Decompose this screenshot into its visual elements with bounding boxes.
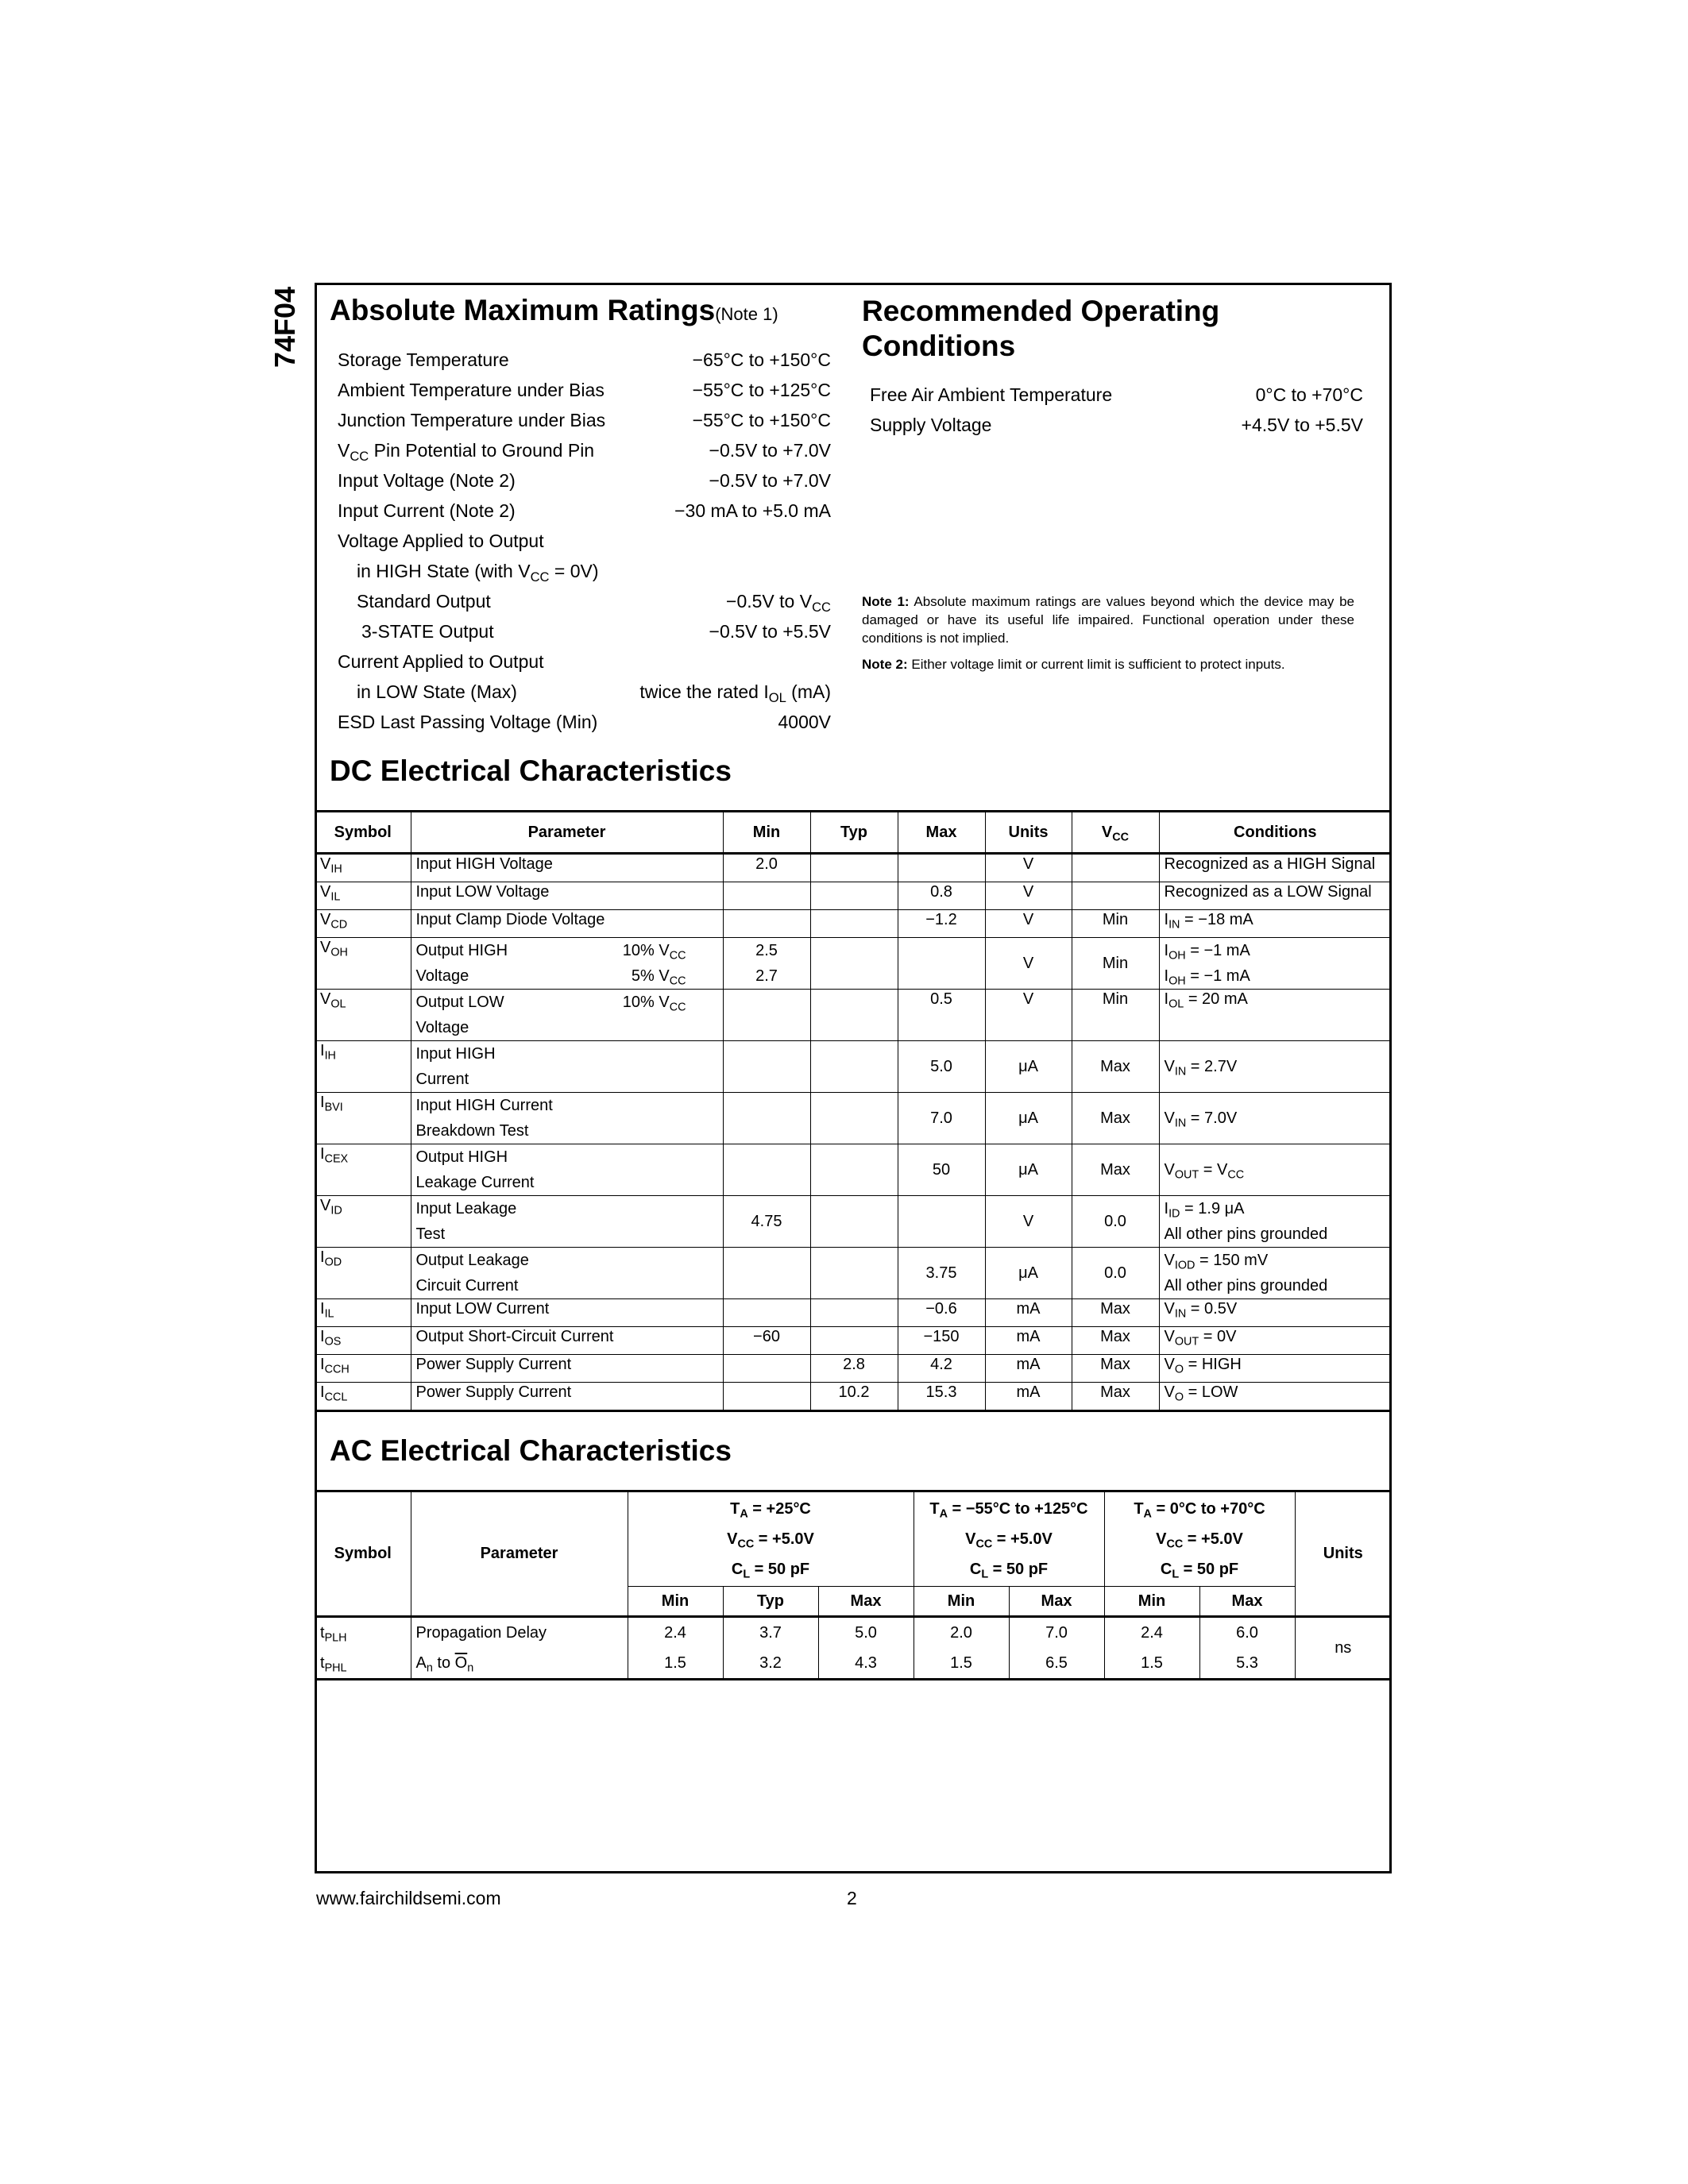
ac-header-row bbox=[315, 1491, 1391, 1587]
table-row: $I_{IL}$ Input LOW Current −0.6 mA Max $V_{IN} = 0.5V$ bbox=[315, 1299, 1391, 1327]
table-row: $I_{CEX}$ Output HIGH Leakage Current 50 μA Max $V_{OUT} = V_{CC}$ bbox=[315, 1144, 1391, 1196]
cond-group-25c: $T_A = +25^\circ C$ $V_{CC} = +5.0V$ $C_L = 50$ pF bbox=[628, 1491, 914, 1587]
table-row: $I_{BVI}$ Input HIGH Current Breakdown Test 7.0 μA Max $V_{IN} = 7.0V$ bbox=[315, 1093, 1391, 1144]
table-row: $V_{IH}$ Input HIGH Voltage 2.0 V Recognized as a HIGH Signal bbox=[315, 854, 1391, 882]
rating-row: Junction Temperature under Bias −55°C to +150°C bbox=[338, 410, 831, 430]
table-row: $V_{IL}$ Input LOW Voltage 0.8 V Recognized as a LOW Signal bbox=[315, 882, 1391, 910]
footer-url: www.fairchildsemi.com bbox=[316, 1888, 501, 1908]
page-number: 2 bbox=[847, 1888, 857, 1908]
rating-row: ESD Last Passing Voltage (Min) 4000V bbox=[338, 712, 831, 732]
rec-op-title: Recommended Operating Conditions bbox=[862, 295, 1220, 362]
rating-row: $V_{CC}$ Pin Potential to Ground Pin −0.5V to +7.0V bbox=[338, 440, 831, 464]
cond-group-mil: $T_A = -55^\circ C$ to +125°C $V_{CC} = +5.0V$ $C_L = 50$ pF bbox=[914, 1491, 1104, 1587]
col-symbol: Symbol bbox=[315, 812, 411, 854]
rating-row: in LOW State (Max) twice the rated $I_{OL}$ (mA) bbox=[357, 681, 831, 705]
rating-row: Current Applied to Output bbox=[338, 651, 544, 672]
col-vcc: $V_{CC}$ bbox=[1072, 812, 1159, 854]
col-typ: Typ bbox=[810, 812, 898, 854]
table-row: $V_{ID}$ Input Leakage Test 4.75 V 0.0 $I_{ID} = 1.9$ μA All other pins grounded bbox=[315, 1196, 1391, 1248]
notes bbox=[862, 592, 1354, 681]
col-parameter: Parameter bbox=[411, 1491, 628, 1617]
table-row: $V_{OH}$ Output HIGH 10% $V_{CC}$ Voltage 5% $V_{CC}$ 2.5 2.7 V Min $I_{OH} = -1$ mA $I_{OH} = -1$ mA bbox=[315, 938, 1391, 990]
table-row: $I_{OS}$ Output Short-Circuit Current −60 −150 mA Max $V_{OUT} = 0V$ bbox=[315, 1327, 1391, 1355]
col-max: Max bbox=[898, 812, 985, 854]
ac-table bbox=[315, 1490, 1391, 1680]
table-row: $I_{CCH}$ Power Supply Current 2.8 4.2 mA Max $V_O$ = HIGH bbox=[315, 1355, 1391, 1383]
rating-row: Input Voltage (Note 2) −0.5V to +7.0V bbox=[338, 470, 831, 491]
note-1: Note 1: Absolute maximum ratings are values beyond which the device may be damaged or have its useful life impaired. Functional operation under these conditions is not implied. bbox=[862, 594, 1354, 646]
table-row: $t_{PHL}$ $A_n$ to $\overline{O}_n$ 1.5 3.2 4.3 1.5 6.5 1.5 5.3 bbox=[315, 1648, 1391, 1680]
rating-row: Voltage Applied to Output bbox=[338, 531, 544, 551]
ac-title: AC Electrical Characteristics bbox=[330, 1434, 732, 1467]
rating-row: Ambient Temperature under Bias −55°C to +125°C bbox=[338, 380, 831, 400]
ac-subheader-row: Min Typ Max Min Max Min Max bbox=[315, 1587, 1391, 1617]
cond-group-com: $T_A = 0^\circ C$ to +70°C $V_{CC} = +5.0V$ $C_L = 50$ pF bbox=[1104, 1491, 1295, 1587]
table-row: $V_{CD}$ Input Clamp Diode Voltage −1.2 V Min $I_{IN} = -18$ mA bbox=[315, 910, 1391, 938]
rating-row: Input Current (Note 2) −30 mA to +5.0 mA bbox=[338, 500, 831, 521]
rating-row: Standard Output −0.5V to $V_{CC}$ bbox=[357, 591, 831, 615]
col-units: Units bbox=[985, 812, 1072, 854]
dc-header-row bbox=[315, 812, 1391, 854]
abs-max-list bbox=[338, 345, 831, 737]
col-min: Min bbox=[723, 812, 810, 854]
table-row: $t_{PLH}$ Propagation Delay 2.4 3.7 5.0 2.0 7.0 2.4 6.0 ns bbox=[315, 1617, 1391, 1649]
rating-row: 3-STATE Output −0.5V to +5.5V bbox=[361, 621, 831, 642]
table-row: $I_{OD}$ Output Leakage Circuit Current 3.75 μA 0.0 $V_{IOD} = 150$ mV All other pins grounded bbox=[315, 1248, 1391, 1299]
table-row: $V_{OL}$ Output LOW 10% $V_{CC}$ Voltage 0.5 V Min $I_{OL} = 20$ mA bbox=[315, 990, 1391, 1041]
col-symbol: Symbol bbox=[315, 1491, 411, 1617]
dc-title: DC Electrical Characteristics bbox=[330, 754, 732, 787]
table-row: $I_{IH}$ Input HIGH Current 5.0 μA Max $V_{IN} = 2.7V$ bbox=[315, 1041, 1391, 1093]
dc-table bbox=[315, 810, 1391, 1412]
rating-row: Supply Voltage +4.5V to +5.5V bbox=[870, 415, 1363, 435]
col-parameter: Parameter bbox=[411, 812, 723, 854]
rating-row: Storage Temperature −65°C to +150°C bbox=[338, 349, 831, 370]
note-2: Note 2: Either voltage limit or current limit is sufficient to protect inputs. bbox=[862, 657, 1285, 672]
col-units: Units bbox=[1295, 1491, 1391, 1617]
col-conditions: Conditions bbox=[1159, 812, 1391, 854]
rating-row: in HIGH State (with $V_{CC} = 0V$) bbox=[357, 561, 599, 585]
abs-max-title: Absolute Maximum Ratings(Note 1) bbox=[330, 294, 778, 326]
rating-row: Free Air Ambient Temperature 0°C to +70°C bbox=[870, 384, 1363, 405]
table-row: $I_{CCL}$ Power Supply Current 10.2 15.3 mA Max $V_O$ = LOW bbox=[315, 1383, 1391, 1411]
rec-op-list bbox=[870, 380, 1363, 440]
